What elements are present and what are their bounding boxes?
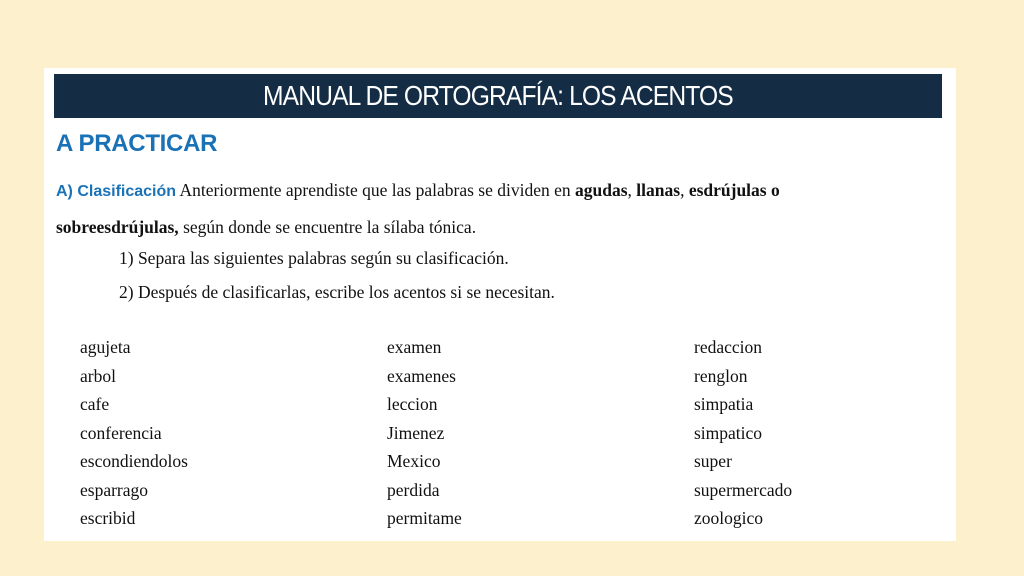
word-item: Jimenez xyxy=(387,422,445,443)
word-column-2 xyxy=(387,336,677,536)
word-column-1 xyxy=(80,336,370,536)
intro-text-b: según donde se encuentre la sílaba tónica. xyxy=(178,217,477,237)
word-item: simpatico xyxy=(694,422,763,443)
word-item: cafe xyxy=(80,394,110,414)
word-item: escribid xyxy=(80,508,136,528)
word-item: escondiendolos xyxy=(80,451,188,471)
word-item: renglon xyxy=(694,365,748,386)
term-llanas: llanas xyxy=(636,180,681,200)
word-item: examen xyxy=(387,337,442,357)
word-item: examenes xyxy=(387,365,456,386)
word-item: super xyxy=(694,451,732,471)
intro-line-2 xyxy=(56,217,936,238)
intro-line-1 xyxy=(56,180,936,201)
instruction-step-2: 2) Después de clasificarlas, escribe los acentos si se necesitan. xyxy=(119,282,555,302)
term-esdrujulas: esdrújulas o xyxy=(688,180,780,200)
intro-text-a: Anteriormente aprendiste que las palabras se dividen en xyxy=(176,180,575,200)
instruction-step-1: 1) Separa las siguientes palabras según su clasificación. xyxy=(119,248,509,268)
word-item: permitame xyxy=(387,508,462,528)
word-item: leccion xyxy=(387,394,438,414)
word-item: perdida xyxy=(387,479,440,500)
slide-content-card xyxy=(44,68,956,541)
banner-title: MANUAL DE ORTOGRAFÍA: LOS ACENTOS xyxy=(263,80,733,111)
section-heading: A PRACTICAR xyxy=(56,130,218,157)
word-item: esparrago xyxy=(80,479,149,500)
word-item: supermercado xyxy=(694,479,793,500)
title-banner xyxy=(54,74,942,118)
word-item: Mexico xyxy=(387,451,441,471)
exercise-label: A) Clasificación xyxy=(56,183,177,200)
word-item: simpatia xyxy=(694,394,754,414)
word-item: redaccion xyxy=(694,337,763,357)
word-column-3 xyxy=(694,336,984,536)
intro-sep-2: , xyxy=(680,180,689,200)
word-item: conferencia xyxy=(80,422,162,443)
word-item: agujeta xyxy=(80,337,131,357)
word-item: arbol xyxy=(80,365,116,386)
intro-sep-1: , xyxy=(627,180,637,200)
word-item: zoologico xyxy=(694,508,764,528)
term-agudas: agudas xyxy=(575,180,628,200)
term-sobreesdrujulas: sobreesdrújulas, xyxy=(56,217,179,237)
